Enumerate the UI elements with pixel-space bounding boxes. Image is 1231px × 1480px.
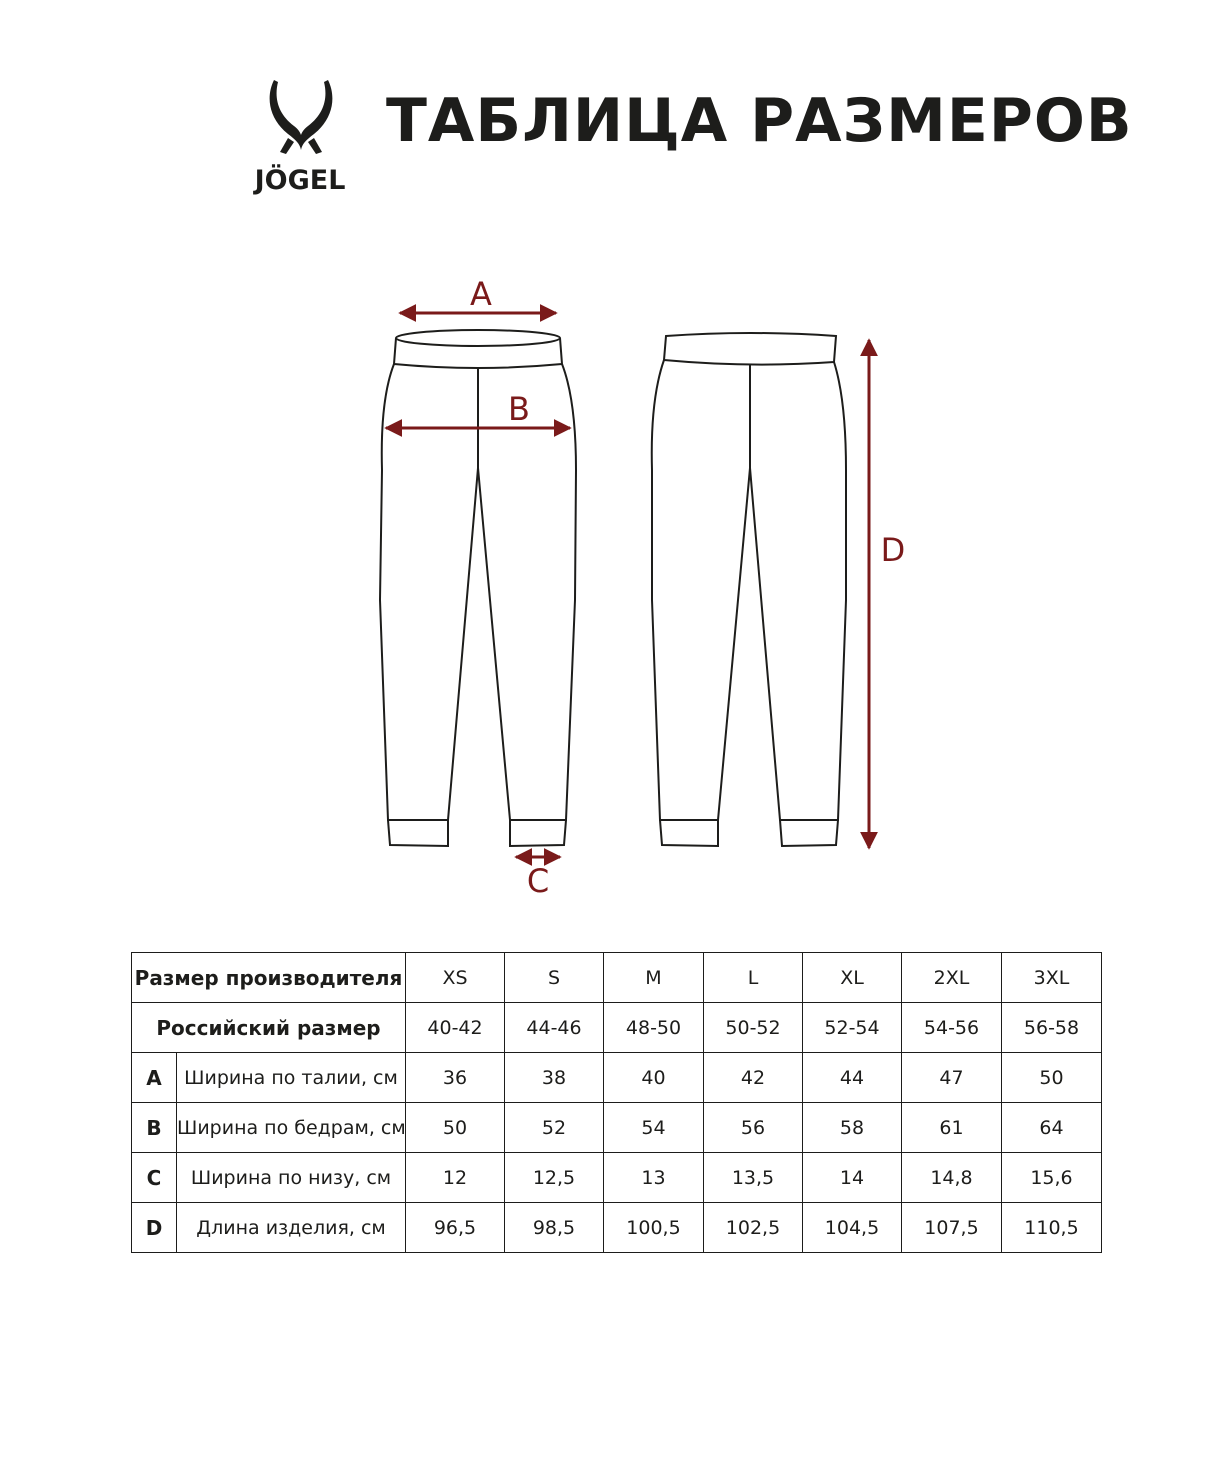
dimension-d-label: D: [880, 531, 906, 569]
row-letter: C: [132, 1153, 177, 1203]
table-cell: 12,5: [505, 1153, 604, 1203]
table-cell: 54-56: [902, 1003, 1002, 1053]
table-cell: 54: [604, 1103, 704, 1153]
jogel-logo-icon: [236, 78, 364, 196]
table-cell: 56-58: [1002, 1003, 1102, 1053]
table-cell: 14,8: [902, 1153, 1002, 1203]
table-cell: 64: [1002, 1103, 1102, 1153]
table-cell: 40-42: [406, 1003, 505, 1053]
table-row-russian-size: [132, 1003, 1102, 1053]
table-cell: 56: [704, 1103, 803, 1153]
table-cell: 13: [604, 1153, 704, 1203]
table-cell: 13,5: [704, 1153, 803, 1203]
row-label: Длина изделия, см: [177, 1203, 406, 1253]
row-letter: B: [132, 1103, 177, 1153]
row-label: Российский размер: [132, 1003, 406, 1053]
row-label: Ширина по талии, см: [177, 1053, 406, 1103]
table-row-manufacturer-size: [132, 953, 1102, 1003]
row-letter: A: [132, 1053, 177, 1103]
table-row-hips: [132, 1103, 1102, 1153]
brand-logo: [236, 78, 364, 196]
table-cell: 50: [406, 1103, 505, 1153]
pants-front-view: [380, 330, 576, 846]
table-cell: 58: [803, 1103, 902, 1153]
table-cell: 96,5: [406, 1203, 505, 1253]
table-cell: 3XL: [1002, 953, 1102, 1003]
table-cell: 40: [604, 1053, 704, 1103]
dimension-c: [516, 857, 560, 900]
table-cell: 50-52: [704, 1003, 803, 1053]
row-label: Ширина по низу, см: [177, 1153, 406, 1203]
size-table: [131, 952, 1102, 1253]
dimension-a: [400, 275, 556, 313]
table-cell: 48-50: [604, 1003, 704, 1053]
table-cell: 50: [1002, 1053, 1102, 1103]
table-cell: 36: [406, 1053, 505, 1103]
table-cell: M: [604, 953, 704, 1003]
table-cell: 102,5: [704, 1203, 803, 1253]
table-cell: 2XL: [902, 953, 1002, 1003]
table-cell: 44: [803, 1053, 902, 1103]
table-cell: S: [505, 953, 604, 1003]
table-cell: 110,5: [1002, 1203, 1102, 1253]
table-cell: 100,5: [604, 1203, 704, 1253]
dimension-b-label: B: [508, 390, 530, 428]
table-cell: 42: [704, 1053, 803, 1103]
table-cell: 12: [406, 1153, 505, 1203]
table-cell: 98,5: [505, 1203, 604, 1253]
table-cell: 107,5: [902, 1203, 1002, 1253]
table-cell: 104,5: [803, 1203, 902, 1253]
table-cell: 15,6: [1002, 1153, 1102, 1203]
table-cell: 61: [902, 1103, 1002, 1153]
row-label: Размер производителя: [132, 953, 406, 1003]
table-row-hem: [132, 1153, 1102, 1203]
dimension-d: [869, 340, 905, 848]
pants-back-view: [652, 333, 846, 846]
table-cell: 47: [902, 1053, 1002, 1103]
dimension-c-label: C: [526, 862, 550, 900]
table-cell: 14: [803, 1153, 902, 1203]
table-row-waist: [132, 1053, 1102, 1103]
table-cell: 44-46: [505, 1003, 604, 1053]
table-cell: XL: [803, 953, 902, 1003]
row-label: Ширина по бедрам, см: [177, 1103, 406, 1153]
page-title: ТАБЛИЦА РАЗМЕРОВ: [386, 86, 1133, 156]
pants-diagram: [0, 270, 1231, 910]
table-cell: L: [704, 953, 803, 1003]
table-row-length: [132, 1203, 1102, 1253]
row-letter: D: [132, 1203, 177, 1253]
table-cell: 52: [505, 1103, 604, 1153]
table-cell: XS: [406, 953, 505, 1003]
dimension-a-label: A: [470, 275, 492, 313]
table-cell: 38: [505, 1053, 604, 1103]
brand-name: JÖGEL: [254, 165, 346, 196]
table-cell: 52-54: [803, 1003, 902, 1053]
